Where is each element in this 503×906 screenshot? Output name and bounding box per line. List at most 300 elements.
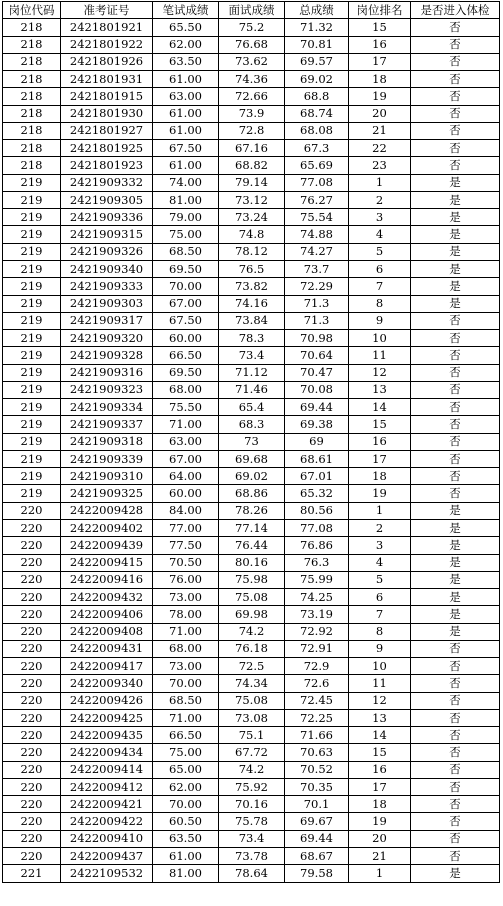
ticket-number-cell: 2421801931 — [61, 71, 153, 88]
total-score-cell: 74.25 — [285, 589, 349, 606]
ticket-number-cell: 2421909325 — [61, 485, 153, 502]
total-score-cell: 72.25 — [285, 709, 349, 726]
table-row — [3, 157, 500, 174]
written-score-cell: 75.00 — [153, 226, 219, 243]
post-code-cell: 220 — [3, 519, 61, 536]
interview-score-cell: 68.3 — [219, 416, 285, 433]
post-code-cell: 219 — [3, 174, 61, 191]
interview-score-cell: 73.4 — [219, 347, 285, 364]
physical-exam-cell: 是 — [411, 519, 500, 536]
total-score-cell: 76.3 — [285, 554, 349, 571]
written-score-cell: 68.00 — [153, 640, 219, 657]
physical-exam-cell: 是 — [411, 278, 500, 295]
table-row — [3, 53, 500, 70]
post-rank-cell: 21 — [349, 122, 411, 139]
physical-exam-cell: 否 — [411, 347, 500, 364]
header-post-rank: 岗位排名 — [349, 2, 411, 19]
post-code-cell: 219 — [3, 330, 61, 347]
post-rank-cell: 19 — [349, 88, 411, 105]
table-row — [3, 260, 500, 277]
table-row — [3, 433, 500, 450]
total-score-cell: 74.27 — [285, 243, 349, 260]
written-score-cell: 67.00 — [153, 450, 219, 467]
written-score-cell: 63.50 — [153, 830, 219, 847]
post-code-cell: 219 — [3, 278, 61, 295]
post-code-cell: 219 — [3, 260, 61, 277]
table-row — [3, 623, 500, 640]
interview-score-cell: 67.72 — [219, 744, 285, 761]
table-row — [3, 571, 500, 588]
table-row — [3, 554, 500, 571]
total-score-cell: 73.7 — [285, 260, 349, 277]
written-score-cell: 68.50 — [153, 692, 219, 709]
table-row — [3, 502, 500, 519]
physical-exam-cell: 否 — [411, 381, 500, 398]
written-score-cell: 67.50 — [153, 312, 219, 329]
ticket-number-cell: 2422009402 — [61, 519, 153, 536]
table-row — [3, 71, 500, 88]
written-score-cell: 74.00 — [153, 174, 219, 191]
post-rank-cell: 11 — [349, 347, 411, 364]
total-score-cell: 69.44 — [285, 399, 349, 416]
written-score-cell: 65.50 — [153, 19, 219, 36]
table-row — [3, 295, 500, 312]
written-score-cell: 67.00 — [153, 295, 219, 312]
ticket-number-cell: 2421801925 — [61, 140, 153, 157]
physical-exam-cell: 否 — [411, 675, 500, 692]
physical-exam-cell: 是 — [411, 606, 500, 623]
physical-exam-cell: 否 — [411, 71, 500, 88]
written-score-cell: 70.00 — [153, 675, 219, 692]
table-row — [3, 122, 500, 139]
physical-exam-cell: 否 — [411, 727, 500, 744]
table-row — [3, 174, 500, 191]
physical-exam-cell: 是 — [411, 295, 500, 312]
physical-exam-cell: 是 — [411, 623, 500, 640]
table-row — [3, 330, 500, 347]
ticket-number-cell: 2421909326 — [61, 243, 153, 260]
physical-exam-cell: 否 — [411, 744, 500, 761]
interview-score-cell: 65.4 — [219, 399, 285, 416]
interview-score-cell: 73.62 — [219, 53, 285, 70]
total-score-cell: 70.1 — [285, 796, 349, 813]
physical-exam-cell: 否 — [411, 761, 500, 778]
table-row — [3, 278, 500, 295]
post-rank-cell: 15 — [349, 416, 411, 433]
table-row — [3, 226, 500, 243]
total-score-cell: 68.74 — [285, 105, 349, 122]
interview-score-cell: 73.08 — [219, 709, 285, 726]
results-table — [2, 1, 500, 883]
post-rank-cell: 17 — [349, 778, 411, 795]
physical-exam-cell: 否 — [411, 692, 500, 709]
ticket-number-cell: 2421909336 — [61, 209, 153, 226]
ticket-number-cell: 2422009434 — [61, 744, 153, 761]
interview-score-cell: 77.14 — [219, 519, 285, 536]
table-row — [3, 105, 500, 122]
post-code-cell: 220 — [3, 727, 61, 744]
interview-score-cell: 76.18 — [219, 640, 285, 657]
physical-exam-cell: 否 — [411, 830, 500, 847]
interview-score-cell: 74.8 — [219, 226, 285, 243]
physical-exam-cell: 否 — [411, 485, 500, 502]
post-code-cell: 218 — [3, 140, 61, 157]
post-code-cell: 220 — [3, 658, 61, 675]
post-code-cell: 220 — [3, 640, 61, 657]
interview-score-cell: 78.3 — [219, 330, 285, 347]
total-score-cell: 68.08 — [285, 122, 349, 139]
table-row — [3, 761, 500, 778]
written-score-cell: 77.00 — [153, 519, 219, 536]
ticket-number-cell: 2421909323 — [61, 381, 153, 398]
total-score-cell: 67.3 — [285, 140, 349, 157]
post-code-cell: 220 — [3, 744, 61, 761]
interview-score-cell: 75.98 — [219, 571, 285, 588]
total-score-cell: 69.44 — [285, 830, 349, 847]
physical-exam-cell: 否 — [411, 468, 500, 485]
interview-score-cell: 71.12 — [219, 364, 285, 381]
interview-score-cell: 73.84 — [219, 312, 285, 329]
table-row — [3, 778, 500, 795]
ticket-number-cell: 2421909332 — [61, 174, 153, 191]
total-score-cell: 76.86 — [285, 537, 349, 554]
post-code-cell: 219 — [3, 209, 61, 226]
post-rank-cell: 20 — [349, 105, 411, 122]
total-score-cell: 77.08 — [285, 174, 349, 191]
written-score-cell: 69.50 — [153, 364, 219, 381]
interview-score-cell: 76.5 — [219, 260, 285, 277]
written-score-cell: 75.00 — [153, 744, 219, 761]
total-score-cell: 74.88 — [285, 226, 349, 243]
written-score-cell: 73.00 — [153, 658, 219, 675]
total-score-cell: 72.29 — [285, 278, 349, 295]
ticket-number-cell: 2422009415 — [61, 554, 153, 571]
post-code-cell: 218 — [3, 19, 61, 36]
interview-score-cell: 75.08 — [219, 692, 285, 709]
ticket-number-cell: 2421909320 — [61, 330, 153, 347]
written-score-cell: 71.00 — [153, 623, 219, 640]
table-row — [3, 640, 500, 657]
table-row — [3, 589, 500, 606]
physical-exam-cell: 是 — [411, 571, 500, 588]
physical-exam-cell: 否 — [411, 36, 500, 53]
physical-exam-cell: 否 — [411, 312, 500, 329]
ticket-number-cell: 2422009435 — [61, 727, 153, 744]
table-row — [3, 140, 500, 157]
written-score-cell: 63.00 — [153, 433, 219, 450]
interview-score-cell: 68.82 — [219, 157, 285, 174]
post-rank-cell: 2 — [349, 519, 411, 536]
total-score-cell: 80.56 — [285, 502, 349, 519]
table-row — [3, 830, 500, 847]
post-code-cell: 219 — [3, 433, 61, 450]
written-score-cell: 61.00 — [153, 122, 219, 139]
post-code-cell: 219 — [3, 364, 61, 381]
total-score-cell: 72.45 — [285, 692, 349, 709]
physical-exam-cell: 是 — [411, 589, 500, 606]
physical-exam-cell: 否 — [411, 813, 500, 830]
total-score-cell: 72.92 — [285, 623, 349, 640]
ticket-number-cell: 2422009340 — [61, 675, 153, 692]
post-code-cell: 218 — [3, 53, 61, 70]
total-score-cell: 77.08 — [285, 519, 349, 536]
post-rank-cell: 1 — [349, 865, 411, 882]
post-code-cell: 220 — [3, 675, 61, 692]
post-code-cell: 220 — [3, 830, 61, 847]
physical-exam-cell: 否 — [411, 640, 500, 657]
physical-exam-cell: 否 — [411, 399, 500, 416]
post-code-cell: 220 — [3, 554, 61, 571]
table-row — [3, 399, 500, 416]
physical-exam-cell: 是 — [411, 174, 500, 191]
interview-score-cell: 74.34 — [219, 675, 285, 692]
interview-score-cell: 78.26 — [219, 502, 285, 519]
ticket-number-cell: 2421909310 — [61, 468, 153, 485]
post-code-cell: 218 — [3, 71, 61, 88]
ticket-number-cell: 2422009417 — [61, 658, 153, 675]
physical-exam-cell: 是 — [411, 865, 500, 882]
table-row — [3, 606, 500, 623]
written-score-cell: 65.00 — [153, 761, 219, 778]
interview-score-cell: 69.02 — [219, 468, 285, 485]
post-rank-cell: 16 — [349, 36, 411, 53]
post-code-cell: 218 — [3, 88, 61, 105]
physical-exam-cell: 否 — [411, 364, 500, 381]
post-code-cell: 220 — [3, 606, 61, 623]
post-code-cell: 220 — [3, 796, 61, 813]
table-row — [3, 381, 500, 398]
table-row — [3, 675, 500, 692]
physical-exam-cell: 否 — [411, 416, 500, 433]
post-rank-cell: 4 — [349, 226, 411, 243]
interview-score-cell: 72.5 — [219, 658, 285, 675]
post-code-cell: 220 — [3, 502, 61, 519]
written-score-cell: 67.50 — [153, 140, 219, 157]
written-score-cell: 73.00 — [153, 589, 219, 606]
ticket-number-cell: 2422009431 — [61, 640, 153, 657]
interview-score-cell: 73.24 — [219, 209, 285, 226]
table-row — [3, 19, 500, 36]
ticket-number-cell: 2422009425 — [61, 709, 153, 726]
physical-exam-cell: 否 — [411, 709, 500, 726]
total-score-cell: 70.08 — [285, 381, 349, 398]
total-score-cell: 70.98 — [285, 330, 349, 347]
ticket-number-cell: 2421909334 — [61, 399, 153, 416]
written-score-cell: 76.00 — [153, 571, 219, 588]
post-rank-cell: 18 — [349, 468, 411, 485]
header-physical-exam: 是否进入体检 — [411, 2, 500, 19]
total-score-cell: 72.9 — [285, 658, 349, 675]
table-row — [3, 36, 500, 53]
total-score-cell: 75.54 — [285, 209, 349, 226]
physical-exam-cell: 否 — [411, 796, 500, 813]
ticket-number-cell: 2422009432 — [61, 589, 153, 606]
post-rank-cell: 1 — [349, 174, 411, 191]
post-code-cell: 220 — [3, 623, 61, 640]
post-rank-cell: 13 — [349, 709, 411, 726]
ticket-number-cell: 2421909318 — [61, 433, 153, 450]
ticket-number-cell: 2421909337 — [61, 416, 153, 433]
interview-score-cell: 72.66 — [219, 88, 285, 105]
post-rank-cell: 18 — [349, 796, 411, 813]
interview-score-cell: 68.86 — [219, 485, 285, 502]
physical-exam-cell: 否 — [411, 140, 500, 157]
written-score-cell: 68.50 — [153, 243, 219, 260]
post-code-cell: 220 — [3, 589, 61, 606]
post-rank-cell: 13 — [349, 381, 411, 398]
total-score-cell: 79.58 — [285, 865, 349, 882]
ticket-number-cell: 2422009439 — [61, 537, 153, 554]
ticket-number-cell: 2422009408 — [61, 623, 153, 640]
physical-exam-cell: 是 — [411, 226, 500, 243]
table-row — [3, 450, 500, 467]
written-score-cell: 62.00 — [153, 36, 219, 53]
written-score-cell: 78.00 — [153, 606, 219, 623]
ticket-number-cell: 2421909328 — [61, 347, 153, 364]
post-rank-cell: 16 — [349, 433, 411, 450]
interview-score-cell: 73.4 — [219, 830, 285, 847]
table-row — [3, 519, 500, 536]
post-code-cell: 220 — [3, 537, 61, 554]
total-score-cell: 68.61 — [285, 450, 349, 467]
interview-score-cell: 73 — [219, 433, 285, 450]
post-code-cell: 218 — [3, 36, 61, 53]
written-score-cell: 63.50 — [153, 53, 219, 70]
interview-score-cell: 74.36 — [219, 71, 285, 88]
post-rank-cell: 10 — [349, 330, 411, 347]
written-score-cell: 81.00 — [153, 865, 219, 882]
post-rank-cell: 9 — [349, 312, 411, 329]
ticket-number-cell: 2421909305 — [61, 191, 153, 208]
interview-score-cell: 73.12 — [219, 191, 285, 208]
physical-exam-cell: 否 — [411, 105, 500, 122]
post-rank-cell: 3 — [349, 209, 411, 226]
post-code-cell: 219 — [3, 243, 61, 260]
table-row — [3, 796, 500, 813]
interview-score-cell: 69.68 — [219, 450, 285, 467]
post-rank-cell: 8 — [349, 295, 411, 312]
written-score-cell: 60.50 — [153, 813, 219, 830]
post-rank-cell: 16 — [349, 761, 411, 778]
physical-exam-cell: 否 — [411, 157, 500, 174]
interview-score-cell: 73.9 — [219, 105, 285, 122]
interview-score-cell: 70.16 — [219, 796, 285, 813]
written-score-cell: 61.00 — [153, 71, 219, 88]
post-code-cell: 220 — [3, 761, 61, 778]
table-row — [3, 209, 500, 226]
interview-score-cell: 69.98 — [219, 606, 285, 623]
post-rank-cell: 6 — [349, 589, 411, 606]
interview-score-cell: 74.2 — [219, 623, 285, 640]
written-score-cell: 64.00 — [153, 468, 219, 485]
interview-score-cell: 75.1 — [219, 727, 285, 744]
interview-score-cell: 73.78 — [219, 848, 285, 865]
post-code-cell: 218 — [3, 105, 61, 122]
table-row — [3, 468, 500, 485]
written-score-cell: 70.50 — [153, 554, 219, 571]
total-score-cell: 65.32 — [285, 485, 349, 502]
post-rank-cell: 19 — [349, 813, 411, 830]
physical-exam-cell: 否 — [411, 330, 500, 347]
post-code-cell: 220 — [3, 571, 61, 588]
post-code-cell: 220 — [3, 692, 61, 709]
written-score-cell: 79.00 — [153, 209, 219, 226]
ticket-number-cell: 2422009422 — [61, 813, 153, 830]
ticket-number-cell: 2421801921 — [61, 19, 153, 36]
total-score-cell: 69.57 — [285, 53, 349, 70]
post-rank-cell: 10 — [349, 658, 411, 675]
table-row — [3, 813, 500, 830]
post-rank-cell: 15 — [349, 19, 411, 36]
post-code-cell: 219 — [3, 295, 61, 312]
post-rank-cell: 23 — [349, 157, 411, 174]
physical-exam-cell: 否 — [411, 778, 500, 795]
physical-exam-cell: 是 — [411, 260, 500, 277]
header-ticket-number: 准考证号 — [61, 2, 153, 19]
ticket-number-cell: 2422009421 — [61, 796, 153, 813]
ticket-number-cell: 2421801923 — [61, 157, 153, 174]
interview-score-cell: 73.82 — [219, 278, 285, 295]
header-total-score: 总成绩 — [285, 2, 349, 19]
interview-score-cell: 78.64 — [219, 865, 285, 882]
total-score-cell: 71.3 — [285, 312, 349, 329]
post-code-cell: 219 — [3, 312, 61, 329]
total-score-cell: 69 — [285, 433, 349, 450]
post-rank-cell: 2 — [349, 191, 411, 208]
written-score-cell: 66.50 — [153, 347, 219, 364]
ticket-number-cell: 2422009416 — [61, 571, 153, 588]
post-rank-cell: 12 — [349, 692, 411, 709]
post-code-cell: 219 — [3, 416, 61, 433]
interview-score-cell: 74.2 — [219, 761, 285, 778]
written-score-cell: 77.50 — [153, 537, 219, 554]
total-score-cell: 69.67 — [285, 813, 349, 830]
ticket-number-cell: 2422009437 — [61, 848, 153, 865]
table-row — [3, 744, 500, 761]
written-score-cell: 70.00 — [153, 278, 219, 295]
post-rank-cell: 18 — [349, 71, 411, 88]
written-score-cell: 84.00 — [153, 502, 219, 519]
interview-score-cell: 72.8 — [219, 122, 285, 139]
total-score-cell: 70.63 — [285, 744, 349, 761]
interview-score-cell: 80.16 — [219, 554, 285, 571]
ticket-number-cell: 2422009412 — [61, 778, 153, 795]
table-row — [3, 692, 500, 709]
physical-exam-cell: 是 — [411, 554, 500, 571]
interview-score-cell: 75.2 — [219, 19, 285, 36]
written-score-cell: 60.00 — [153, 485, 219, 502]
written-score-cell: 71.00 — [153, 416, 219, 433]
total-score-cell: 68.67 — [285, 848, 349, 865]
written-score-cell: 62.00 — [153, 778, 219, 795]
table-row — [3, 88, 500, 105]
ticket-number-cell: 2421909315 — [61, 226, 153, 243]
written-score-cell: 68.00 — [153, 381, 219, 398]
post-rank-cell: 15 — [349, 744, 411, 761]
ticket-number-cell: 2421909316 — [61, 364, 153, 381]
post-rank-cell: 17 — [349, 53, 411, 70]
ticket-number-cell: 2422109532 — [61, 865, 153, 882]
written-score-cell: 75.50 — [153, 399, 219, 416]
table-row — [3, 709, 500, 726]
table-row — [3, 727, 500, 744]
post-code-cell: 218 — [3, 122, 61, 139]
table-row — [3, 848, 500, 865]
interview-score-cell: 74.16 — [219, 295, 285, 312]
interview-score-cell: 75.08 — [219, 589, 285, 606]
ticket-number-cell: 2421801927 — [61, 122, 153, 139]
ticket-number-cell: 2422009406 — [61, 606, 153, 623]
